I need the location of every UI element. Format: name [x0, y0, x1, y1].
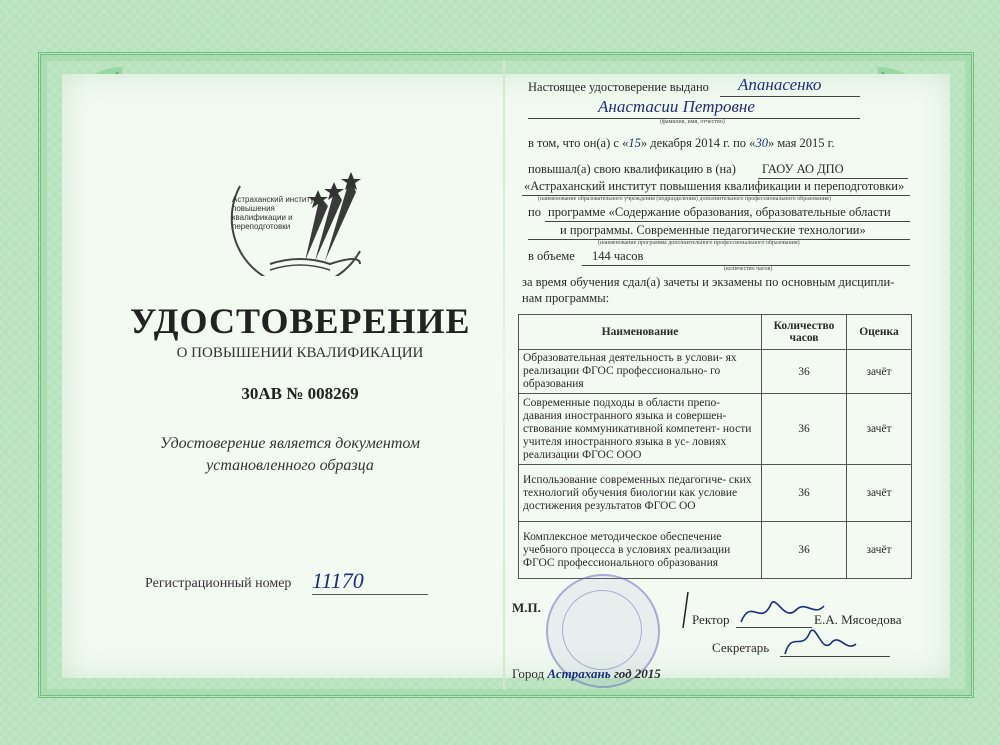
exams-line: нам программы: — [522, 291, 610, 305]
organization-caption: (наименование образовательного учреждения (подразделения) дополнительного профессионального образования) — [538, 196, 831, 202]
certificate-number: 30АВ № 008269 — [241, 384, 359, 403]
column-header-name: Наименование — [519, 315, 762, 350]
table-header-row — [519, 315, 912, 350]
table-row — [519, 465, 912, 522]
program-label: по — [528, 205, 541, 219]
discipline-name: Образовательная деятельность в услови- ях реализации ФГОС профессионально- го образования — [519, 350, 762, 394]
discipline-grade: зачёт — [847, 465, 912, 522]
program-line: программе «Содержание образования, образовательные области — [548, 205, 891, 219]
date-range — [528, 136, 835, 151]
discipline-name: Современные подходы в области препо- давания иностранного языка и совершен- ствование коммуникативной компетент- ности учителя иностранного языка в ус- ловиях реализации ФГОС ООО — [519, 394, 762, 465]
year: год 2015 — [613, 666, 661, 681]
holder-surname: Апанасенко — [738, 75, 822, 94]
registration-label: Регистрационный номер — [145, 576, 292, 591]
logo-caption: Астраханский институт повышения квалификации и переподготовки — [232, 195, 318, 231]
discipline-name: Комплексное методическое обеспечение учебного процесса в условиях реализации ФГОС профессионального образования — [519, 522, 762, 579]
rector-label: Ректор — [692, 612, 730, 627]
organization-line: «Астраханский институт повышения квалификации и переподготовки» — [524, 179, 905, 193]
table-row — [519, 350, 912, 394]
date-from-month: » декабря 2014 г. по « — [640, 136, 756, 150]
city-line — [512, 666, 661, 682]
discipline-hours: 36 — [762, 522, 847, 579]
name-caption: (фамилия, имя, отчество) — [660, 119, 725, 125]
disciplines-table — [518, 314, 912, 579]
date-prefix: в том, что он(а) с « — [528, 136, 629, 150]
column-header-grade: Оценка — [847, 315, 912, 350]
underline — [780, 656, 890, 657]
signature-bracket-icon — [680, 590, 690, 630]
discipline-grade: зачёт — [847, 350, 912, 394]
issued-label: Настоящее удостоверение выдано — [528, 80, 709, 94]
note-line: установленного образца — [206, 457, 374, 474]
date-to-day: 30 — [755, 136, 768, 150]
discipline-hours: 36 — [762, 350, 847, 394]
exams-line: за время обучения сдал(а) зачеты и экзамены по основным дисципли- — [522, 275, 895, 289]
seal-label: М.П. — [512, 600, 541, 615]
date-from-day: 15 — [628, 136, 641, 150]
secretary-label: Секретарь — [712, 640, 770, 655]
registration-number: 11170 — [312, 568, 428, 595]
discipline-hours: 36 — [762, 465, 847, 522]
organization-line: ГАОУ АО ДПО — [762, 162, 844, 176]
volume-label: в объеме — [528, 249, 575, 263]
volume-caption: (количество часов) — [724, 266, 773, 272]
volume-value: 144 часов — [592, 249, 644, 263]
date-to-month: » мая 2015 г. — [767, 136, 835, 150]
discipline-grade: зачёт — [847, 394, 912, 465]
certificate-subtitle: О ПОВЫШЕНИИ КВАЛИФИКАЦИИ — [176, 345, 424, 361]
table-row — [519, 522, 912, 579]
city-name: Астрахань — [547, 666, 611, 681]
program-caption: (наименование программы дополнительного профессионального образования) — [598, 240, 800, 246]
table-row — [519, 394, 912, 465]
raised-label: повышал(а) свою квалификацию в (на) — [528, 162, 736, 176]
note-line: Удостоверение является документом — [160, 435, 420, 452]
rector-name: Е.А. Мясоедова — [814, 612, 902, 627]
certificate-note — [120, 433, 460, 477]
program-line: и программы. Современные педагогические технологии» — [560, 223, 866, 237]
fold-line — [503, 60, 505, 690]
discipline-grade: зачёт — [847, 522, 912, 579]
discipline-hours: 36 — [762, 394, 847, 465]
column-header-hours: Количество часов — [762, 315, 847, 350]
holder-name: Анастасии Петровне — [598, 97, 755, 116]
city-prefix: Город — [512, 666, 545, 681]
discipline-name: Использование современных педагогиче- ских технологий обучения биологии как условие достижения результатов ФГОС ОО — [519, 465, 762, 522]
underline — [545, 221, 910, 222]
certificate-title: УДОСТОВЕРЕНИЕ — [130, 301, 471, 341]
